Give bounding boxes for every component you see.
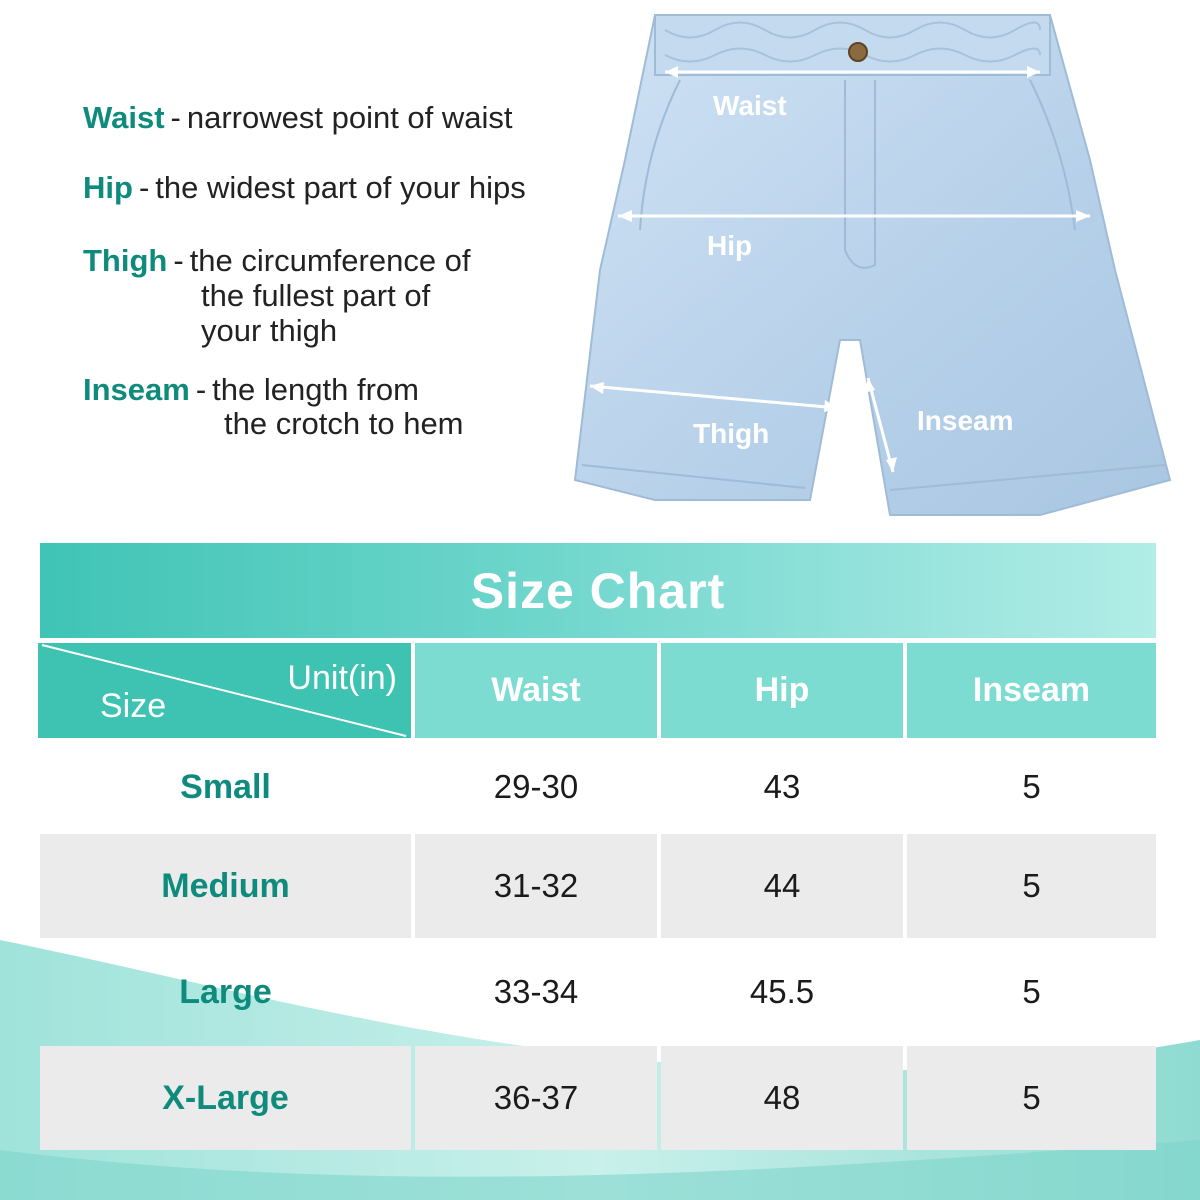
- size-cell: Large: [179, 972, 272, 1011]
- size-cell: Small: [180, 767, 271, 806]
- definition-text: the length from: [212, 372, 419, 407]
- definition-text: the widest part of your hips: [155, 170, 526, 205]
- size-cell: Medium: [40, 834, 411, 938]
- size-chart-title: Size Chart: [470, 562, 726, 619]
- waist-cell: 33-34: [493, 973, 579, 1010]
- waist-cell: 31-32: [415, 834, 657, 938]
- definition-text: narrowest point of waist: [186, 100, 513, 135]
- inseam-cell: 5: [907, 1046, 1156, 1150]
- unit-label: Unit(in): [287, 659, 397, 697]
- definition-term: Inseam: [83, 372, 190, 407]
- hip-measure-label: Hip: [707, 230, 753, 261]
- table-row: [40, 1046, 1156, 1150]
- definition-inseam: Inseam - the length from: [83, 372, 419, 407]
- hip-cell: 43: [763, 768, 801, 805]
- column-header-inseam: Inseam: [907, 643, 1156, 738]
- hip-cell: 48: [661, 1046, 903, 1150]
- column-header-waist: Waist: [415, 643, 657, 738]
- hip-cell: 44: [661, 834, 903, 938]
- definition-text-line: the crotch to hem: [224, 406, 464, 441]
- waist-cell: 29-30: [493, 768, 579, 805]
- size-cell: X-Large: [40, 1046, 411, 1150]
- definition-hip: Hip - the widest part of your hips: [83, 170, 526, 205]
- size-chart-title-bar: [40, 543, 1156, 638]
- waist-measure-label: Waist: [713, 90, 787, 121]
- definition-waist: Waist - narrowest point of waist: [83, 100, 513, 135]
- definition-text-line: the fullest part of: [201, 278, 431, 313]
- inseam-cell: 5: [1022, 973, 1041, 1010]
- definition-text-line: your thigh: [201, 313, 338, 348]
- thigh-measure-label: Thigh: [693, 418, 770, 449]
- column-header-hip: Hip: [661, 643, 903, 738]
- inseam-measure-label: Inseam: [917, 405, 1014, 436]
- table-row: [40, 742, 1156, 832]
- hip-cell: 45.5: [749, 973, 815, 1010]
- definition-term: Thigh: [83, 243, 168, 278]
- definition-text: the circumference of: [189, 243, 471, 278]
- size-label: Size: [100, 687, 167, 725]
- table-corner-header: [38, 643, 411, 738]
- definition-thigh: Thigh - the circumference of: [83, 243, 471, 278]
- table-row: [40, 834, 1156, 938]
- waist-cell: 36-37: [415, 1046, 657, 1150]
- shorts-illustration: [570, 10, 1180, 540]
- definition-term: Waist: [83, 100, 165, 135]
- inseam-cell: 5: [907, 834, 1156, 938]
- inseam-cell: 5: [1022, 768, 1041, 805]
- table-row: [40, 940, 1156, 1044]
- definition-term: Hip: [83, 170, 133, 205]
